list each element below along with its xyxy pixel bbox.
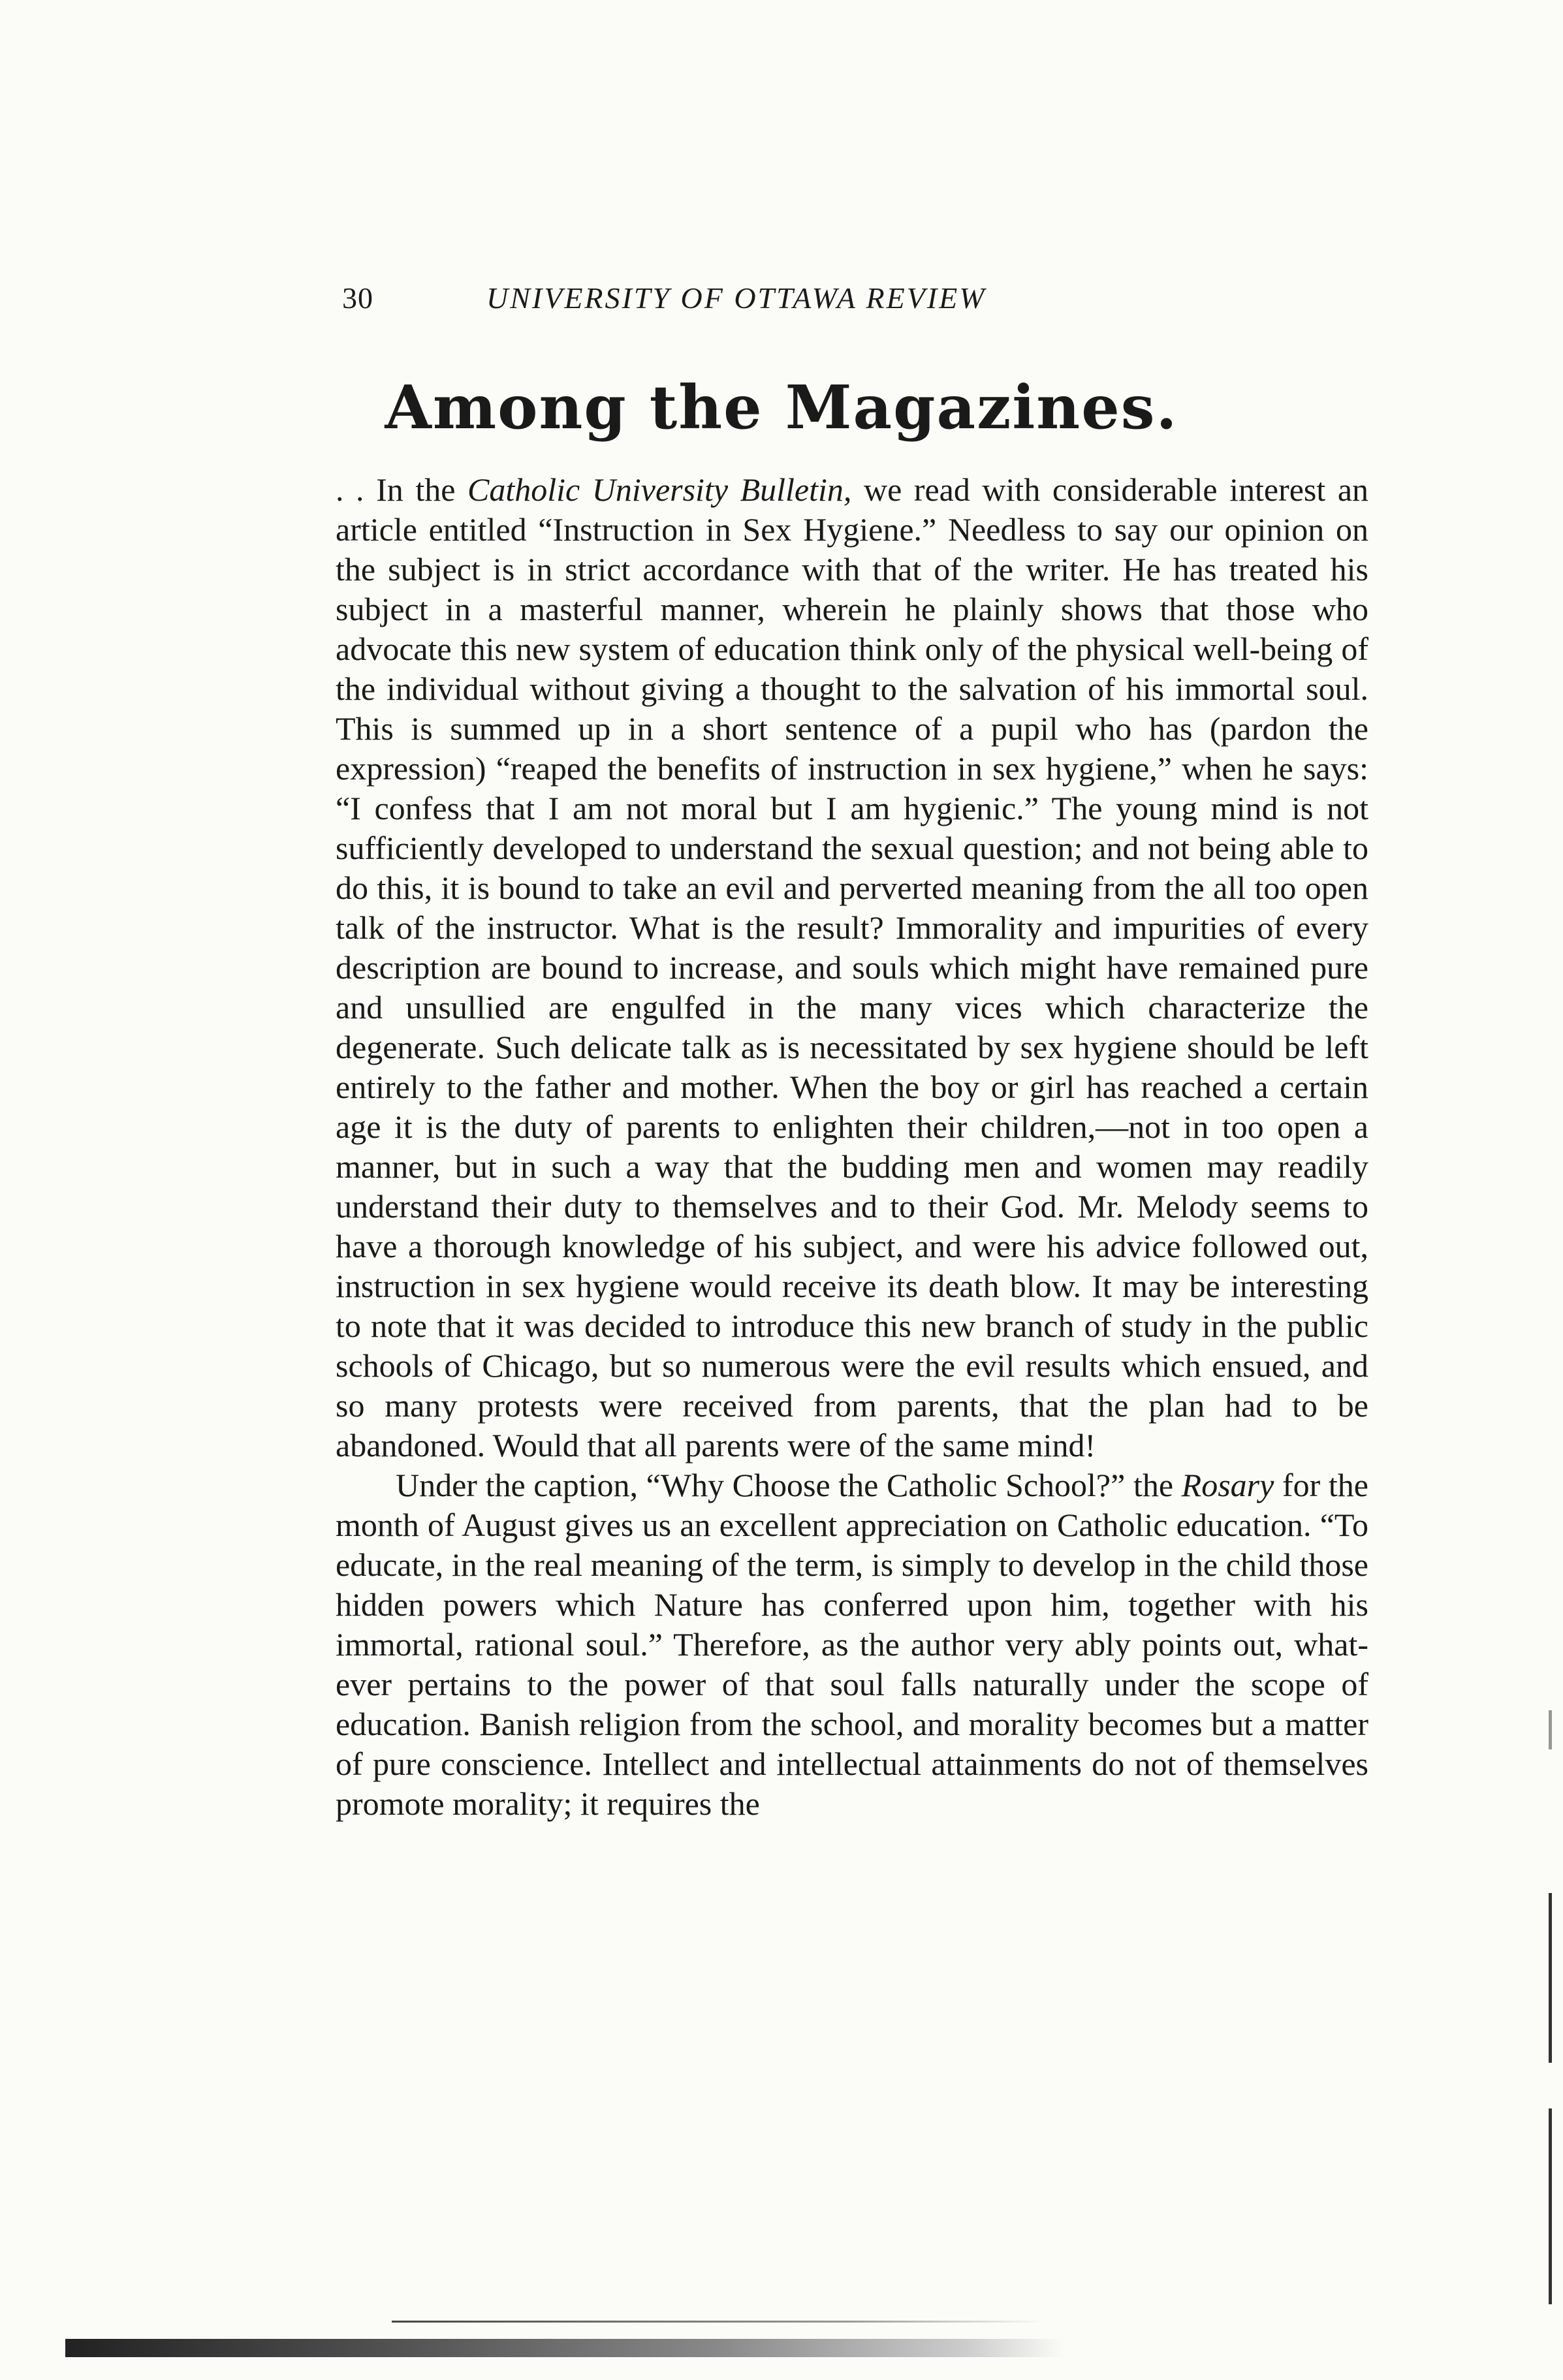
paragraph-2-text: for the month of August gives us an excellent appreciation on Catholic education. “To educate, in the real meaning of the term, is simply to develop in the child those hidden powers which Nature has conferred upon him, together with his immortal, rational soul.” Therefore, as the author very ably points out, whatever pertains to the power of that soul falls naturally under the scope of education. Banish religion from the school, and morality becomes but a matter of pure conscience. Intellect and intellectual attainments do not of themselves promote morality; it requires the <box>336 1467 1368 1822</box>
scan-artifact-bar <box>65 2339 1064 2357</box>
gutter-mark <box>1549 1893 1552 2063</box>
gutter-mark <box>1549 2108 1552 2304</box>
running-head: UNIVERSITY OF OTTAWA REVIEW <box>486 281 987 315</box>
page-number: 30 <box>342 281 373 315</box>
article-title: Among the Magazines. <box>385 372 1178 443</box>
gutter-mark <box>1549 1710 1552 1749</box>
paragraph-2 <box>336 1465 1368 1824</box>
paragraph-2-lead: Under the caption, “Why Choose the Catholic School?” the <box>396 1467 1182 1503</box>
publication-name: Rosary <box>1181 1467 1274 1503</box>
paragraph-1-lead: . . In the <box>336 471 467 508</box>
article-body <box>336 470 1368 1824</box>
paragraph-1 <box>336 470 1368 1465</box>
scan-artifact-line <box>392 2321 1045 2323</box>
paragraph-1-text: we read with considerable interest an article entitled “Instruction in Sex Hygiene.” Needless to say our opinion on the subject is in strict accordance with that of the writer. He has treated his subject in a masterful manner, wherein he plainly shows that those who advocate this new system of education think only of the physical well-being of the individual without giving a thought to the salvation of his immortal soul. This is summed up in a short sentence of a pupil who has (pardon the expression) “reaped the benefits of instruction in sex hygiene,” when he says: “I confess that I am not moral but I am hygienic.” The young mind is not sufficiently developed to understand the sexual question; and not being able to do this, it is bound to take an evil and perverted meaning from the all too open talk of the instructor. What is the result? Immorality and impurities of every description are bound to increase, and souls which might have remained pure and unsullied are engulfed in the many vices which characterize the degenerate. Such delicate talk as is necessitated by sex hygiene should be left entirely to the father and mother. When the boy or girl has reached a certain age it is the duty of parents to enlighten their children,—not in too open a manner, but in such a way that the budding men and women may readily understand their duty to themselves and to their God. Mr. Melody seems to have a thorough knowledge of his subject, and were his advice followed out, instruction in sex hygiene would receive its death blow. It may be interesting to note that it was decided to introduce this new branch of study in the public schools of Chicago, but so numerous were the evil results which ensued, and so many protests were received from parents, that the plan had to be abandoned. Would that all parents were of the same mind! <box>336 471 1369 1464</box>
publication-name: Catholic University Bulletin, <box>467 471 852 508</box>
